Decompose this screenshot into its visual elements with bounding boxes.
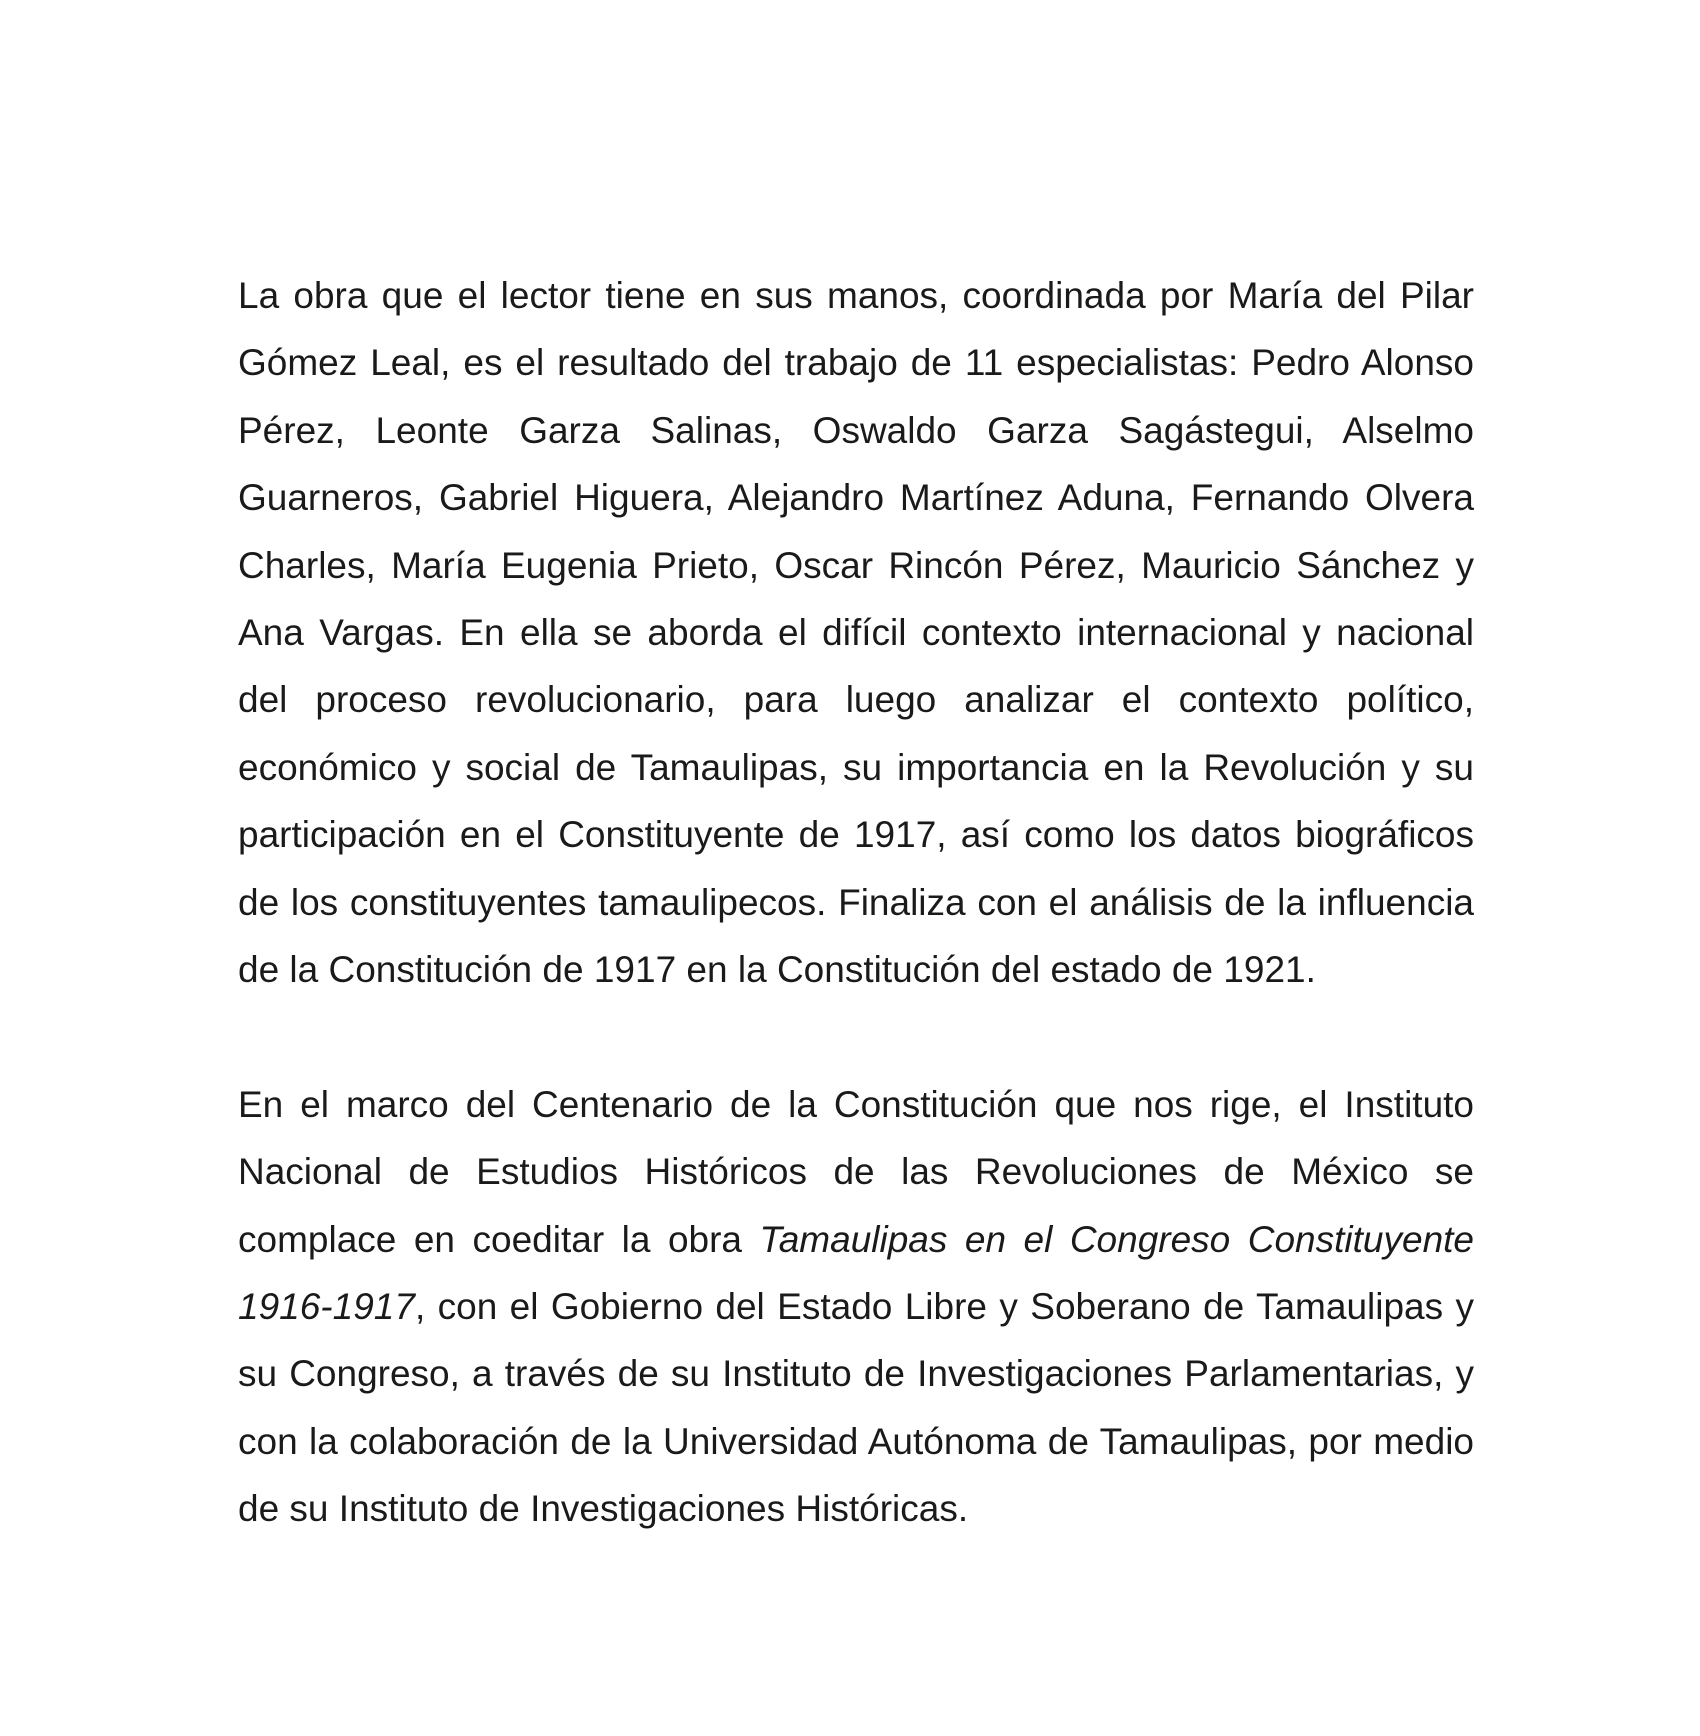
body-text xyxy=(238,262,1474,1543)
paragraph-2 xyxy=(238,1071,1474,1543)
paragraph-2-intro: En el marco del Centenario de la Constitución que nos rige, el Instituto Nacional de Estudios Históricos de las Revoluciones de México se complace en coeditar la obra xyxy=(238,1083,1474,1260)
book-title: Tamaulipas en el Congreso Constituyente 1916-1917 xyxy=(238,1218,1475,1328)
paragraph-2-continuation: , con el Gobierno del Estado Libre y Soberano de Tamaulipas y su Congreso, a través de su Instituto de Investigaciones Parlamentarias, y con la colaboración de la Universidad Autónoma de Tamaulipas, por medio de su Instituto de Investigaciones Históricas. xyxy=(238,1286,1474,1530)
paragraph-1: La obra que el lector tiene en sus manos, coordinada por María del Pilar Gómez Leal, es el resultado del trabajo de 11 especialistas: Pedro Alonso Pérez, Leonte Garza Salinas, Oswaldo Garza Sagástegui, Alselmo Guarneros, Gabriel Higuera, Alejandro Martínez Aduna, Fernando Olvera Charles, María Eugenia Prieto, Oscar Rincón Pérez, Mauricio Sánchez y Ana Vargas. En ella se aborda el difícil contexto internacional y nacional del proceso revolucionario, para luego analizar el contexto político, económico y social de Tamaulipas, su importancia en la Revolución y su participación en el Constituyente de 1917, así como los datos biográficos de los constituyentes tamaulipecos. Finaliza con el análisis de la influencia de la Constitución de 1917 en la Constitución del estado de 1921. xyxy=(238,275,1474,991)
